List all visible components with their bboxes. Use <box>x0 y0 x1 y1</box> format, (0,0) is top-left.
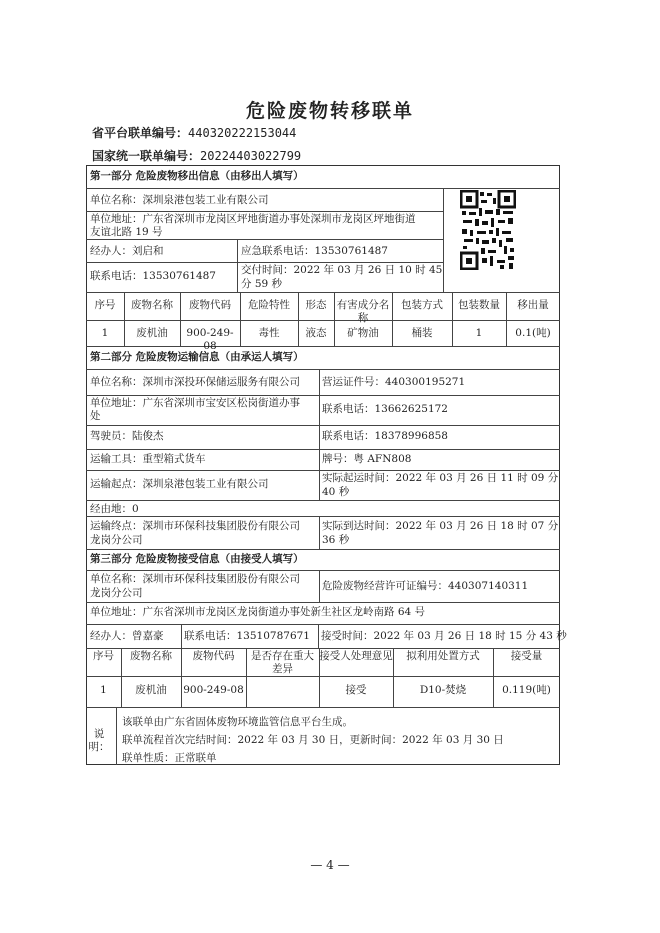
province-number: 省平台联单编号：440320222153044 <box>92 126 297 140</box>
part2-via: 经由地：0 <box>90 503 139 515</box>
rule-line <box>86 676 560 677</box>
rule-line <box>86 292 560 293</box>
part3-handler: 经办人：曾嘉豪 <box>90 630 164 642</box>
part2-phone: 联系电话：13662625172 <box>322 403 448 415</box>
national-number: 国家统一联单编号：20224403022799 <box>92 149 302 163</box>
part3-permit: 危险废物经营许可证编号：440307140311 <box>322 580 529 592</box>
part2-unit-name: 单位名称：深圳市深投环保储运服务有限公司 <box>90 376 300 388</box>
part1-handler: 经办人：刘启和 <box>90 245 164 257</box>
rule-line <box>86 549 560 550</box>
rule-line <box>86 211 443 212</box>
part2-end: 运输终点：深圳市环保科技集团股份有限公司 <box>90 520 300 532</box>
part1-address: 单位地址：广东省深圳市龙岗区坪地街道办事处深圳市龙岗区坪地街道 <box>90 213 416 225</box>
part2-heading: 第二部分 危险废物运输信息（由承运人填写） <box>90 351 304 363</box>
part2-license: 营运证件号：440300195271 <box>322 376 466 388</box>
notes-label: 说明： <box>88 728 110 753</box>
part2-vehicle: 运输工具：重型箱式货车 <box>90 453 206 465</box>
qr-code-icon <box>460 190 516 270</box>
rule-line <box>181 624 182 648</box>
part1-unit-name: 单位名称：深圳泉港包装工业有限公司 <box>90 194 269 206</box>
part3-cell: D10-焚烧 <box>419 684 467 696</box>
rule-line <box>86 425 560 426</box>
part1-phone: 联系电话：13530761487 <box>90 270 216 282</box>
part1-cell: 0.1(吨) <box>515 327 551 339</box>
notes-line-1: 该联单由广东省固体废物环境监管信息平台生成。 <box>122 716 353 728</box>
part3-cell: 900-249-08 <box>183 684 244 696</box>
part2-start-time-cont: 40 秒 <box>322 486 350 498</box>
part3-col-header: 接受量 <box>510 650 543 662</box>
part1-col-header: 包装方式 <box>401 299 443 311</box>
rule-line <box>86 707 560 708</box>
rule-line <box>318 624 319 648</box>
notes-line-3: 联单性质：正常联单 <box>122 752 217 764</box>
part1-cell: 1 <box>101 327 109 339</box>
part1-col-header: 废物代码 <box>189 299 231 311</box>
part2-address: 单位地址：广东省深圳市宝安区松岗街道办事 <box>90 397 300 409</box>
rule-line <box>237 239 238 292</box>
part1-cell: 废机油 <box>136 327 168 339</box>
rule-line <box>116 707 117 765</box>
part3-col-header: 序号 <box>93 650 114 662</box>
rule-line <box>86 500 560 501</box>
notes-line-2: 联单流程首次完结时间：2022 年 03 月 30 日，更新时间：2022 年 03 月 30 日 <box>122 734 504 746</box>
part1-cell: 矿物油 <box>347 327 379 339</box>
part3-address: 单位地址：广东省深圳市龙岗区龙岗街道办事处新生社区龙岭南路 64 号 <box>90 606 426 618</box>
part1-emergency-phone: 应急联系电话：13530761487 <box>241 245 388 257</box>
rule-line <box>86 602 560 603</box>
part2-driver-phone: 联系电话：18378996858 <box>322 430 448 442</box>
part2-start-time: 实际起运时间：2022 年 03 月 26 日 11 时 09 分 <box>322 472 559 484</box>
part3-cell: 废机油 <box>135 684 167 696</box>
part2-end-cont: 龙岗分公司 <box>90 534 143 546</box>
part1-handover-time: 交付时间：2022 年 03 月 26 日 10 时 45 <box>241 264 443 276</box>
part3-col-header: 是否存在重大差异 <box>251 650 314 675</box>
rule-line <box>86 262 443 263</box>
part1-address-cont: 友谊北路 19 号 <box>90 226 163 238</box>
part2-driver: 驾驶员：陆俊杰 <box>90 430 164 442</box>
rule-line <box>86 395 560 396</box>
part1-cell: 液态 <box>305 327 327 339</box>
part3-col-header: 接受人处理意见 <box>319 650 393 662</box>
part2-arrive-time-cont: 36 秒 <box>322 534 350 546</box>
part3-cell: 0.119(吨) <box>502 684 551 696</box>
part1-col-header: 包装数量 <box>458 299 500 311</box>
rule-line <box>86 470 560 471</box>
rule-line <box>86 516 560 517</box>
part3-receive-time: 接受时间：2022 年 03 月 26 日 18 时 15 分 43 秒 <box>321 630 567 642</box>
rule-line <box>86 369 560 370</box>
part3-col-header: 废物代码 <box>192 650 235 662</box>
part1-heading: 第一部分 危险废物移出信息（由移出人填写） <box>90 170 304 182</box>
rule-line <box>86 449 560 450</box>
part3-col-header: 废物名称 <box>130 650 172 662</box>
part1-cell: 1 <box>475 327 483 339</box>
part3-heading: 第三部分 危险废物接受信息（由接受人填写） <box>90 553 304 565</box>
part1-handover-time-cont: 分 59 秒 <box>241 278 283 290</box>
rule-line <box>86 346 560 347</box>
rule-line <box>86 188 560 189</box>
part2-start: 运输起点：深圳泉港包装工业有限公司 <box>90 478 269 490</box>
rule-line <box>86 624 560 625</box>
part1-col-header: 移出量 <box>517 299 549 311</box>
page-number: — 4 — <box>310 858 350 872</box>
rule-line <box>86 320 560 321</box>
document-title: 危险废物转移联单 <box>245 100 414 122</box>
part1-col-header: 形态 <box>305 299 327 311</box>
rule-line <box>86 570 560 571</box>
part1-cell: 桶装 <box>411 327 433 339</box>
rule-line <box>86 648 560 649</box>
rule-line <box>86 239 443 240</box>
part3-cell: 接受 <box>345 684 367 696</box>
part2-plate: 牌号：粤 AFN808 <box>322 453 412 465</box>
part3-phone: 联系电话：13510787671 <box>184 630 310 642</box>
part3-unit-name-cont: 龙岗分公司 <box>90 587 143 599</box>
part1-cell: 毒性 <box>258 327 280 339</box>
part3-cell: 1 <box>100 684 107 696</box>
part1-col-header: 有害成分名称 <box>336 299 390 324</box>
part3-col-header: 拟利用处置方式 <box>406 650 480 662</box>
rule-line <box>319 570 320 602</box>
part1-cell: 900-249-08 <box>186 327 234 352</box>
part1-col-header: 危险特性 <box>248 299 290 311</box>
rule-line <box>319 516 320 549</box>
part3-unit-name: 单位名称：深圳市环保科技集团股份有限公司 <box>90 573 300 585</box>
part1-col-header: 序号 <box>94 299 116 311</box>
rule-line <box>443 188 444 292</box>
rule-line <box>319 369 320 500</box>
part2-arrive-time: 实际到达时间：2022 年 03 月 26 日 18 时 07 分 <box>322 520 559 532</box>
part2-address-cont: 处 <box>90 410 101 422</box>
part1-col-header: 废物名称 <box>131 299 173 311</box>
